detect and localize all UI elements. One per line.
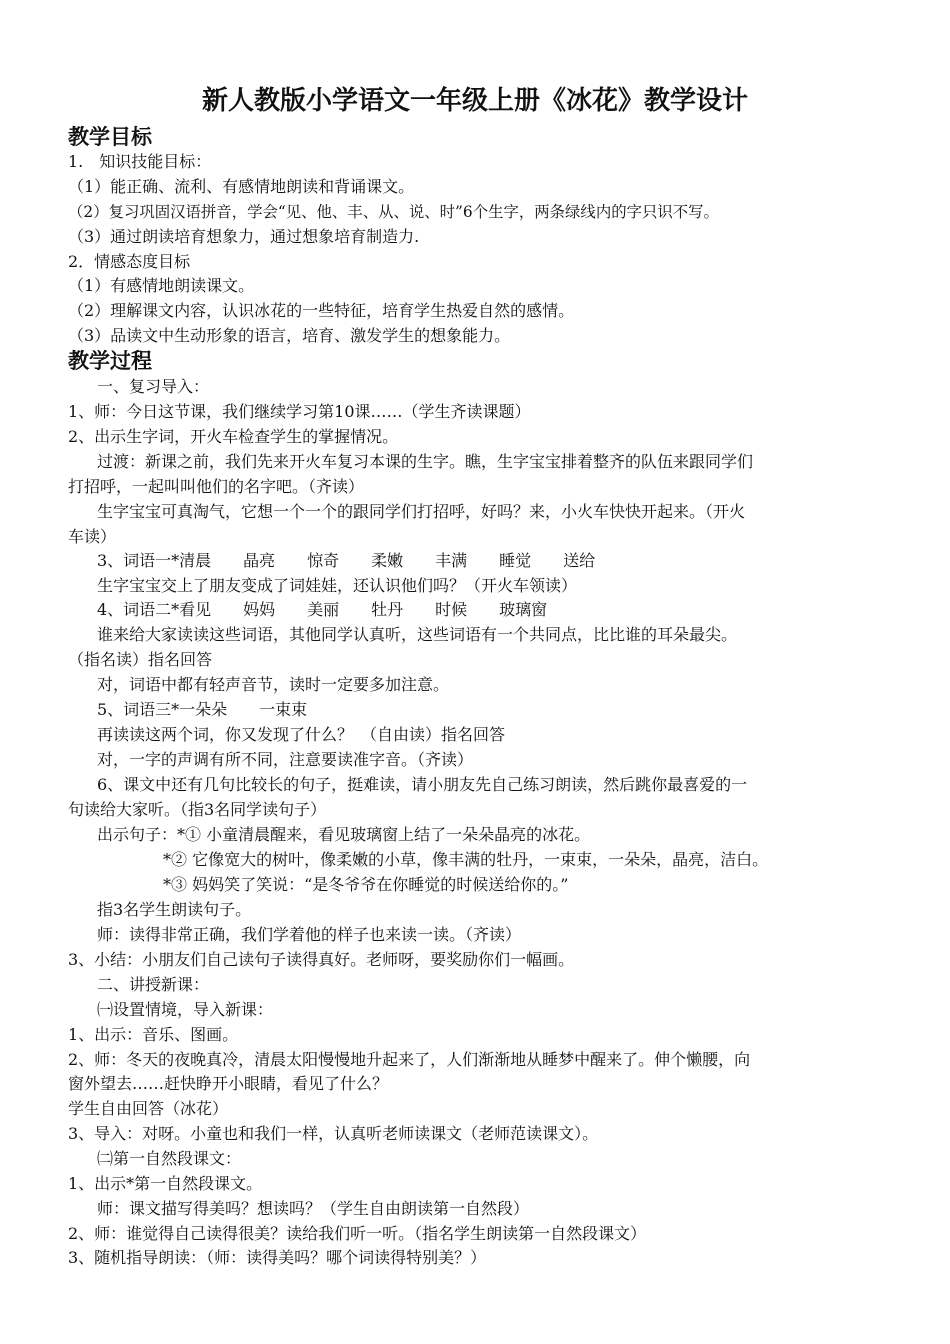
text-line: 1、出示：音乐、图画。	[68, 1025, 239, 1044]
text-line: （3）品读文中生动形象的语言，培育、激发学生的想象能力。	[68, 326, 511, 345]
text-line: （1）能正确、流利、有感情地朗读和背诵课文。	[68, 177, 415, 196]
text-line: 2．情感态度目标	[68, 252, 191, 271]
text-line: 二、讲授新课：	[97, 975, 210, 994]
text-line: 4、词语二*看见 妈妈 美丽 牡丹 时候 玻璃窗	[97, 600, 548, 619]
text-line: （2）复习巩固汉语拼音，学会“见、他、丰、从、说、时”6个生字，两条绿线内的字只识不写。	[68, 203, 719, 221]
text-line: 6、课文中还有几句比较长的句子，挺难读，请小朋友先自己练习朗读，然后跳你最喜爱的一	[97, 775, 748, 794]
text-line: 生字宝宝交上了朋友变成了词娃娃，还认识他们吗？（开火车领读）	[97, 576, 578, 595]
section-heading-process: 教学过程	[68, 349, 152, 373]
text-line: 过渡：新课之前，我们先来开火车复习本课的生字。瞧，生字宝宝排着整齐的队伍来跟同学们	[97, 452, 754, 471]
text-line: 出示句子：*① 小童清晨醒来，看见玻璃窗上结了一朵朵晶亮的冰花。	[97, 825, 591, 844]
text-line: ㈡第一自然段课文：	[97, 1149, 242, 1168]
text-line: 对，词语中都有轻声音节，读时一定要多加注意。	[97, 675, 450, 694]
text-line: 打招呼，一起叫叫他们的名字吧。（齐读）	[68, 477, 365, 496]
text-line: 1、师：今日这节课，我们继续学习第10课……（学生齐读课题）	[68, 402, 531, 421]
text-line: 生字宝宝可真淘气，它想一个一个的跟同学们打招呼，好吗？来，小火车快快开起来。（开火	[97, 502, 746, 521]
text-line: 谁来给大家读读这些词语，其他同学认真听，这些词语有一个共同点，比比谁的耳朵最尖。	[97, 625, 738, 644]
text-line: 3、小结：小朋友们自己读句子读得真好。老师呀，要奖励你们一幅画。	[68, 950, 575, 969]
text-line: 指3名学生朗读句子。	[97, 900, 252, 919]
text-line: 句读给大家听。（指3名同学读句子）	[68, 800, 327, 819]
text-line: 5、词语三*一朵朵 一束束	[97, 700, 308, 719]
text-line: 师：课文描写得美吗？想读吗？（学生自由朗读第一自然段）	[97, 1199, 530, 1218]
text-line: 2、出示生字词，开火车检查学生的掌握情况。	[68, 427, 399, 446]
text-line: 1、出示*第一自然段课文。	[68, 1174, 263, 1193]
text-line: 3、导入：对呀。小童也和我们一样，认真听老师读课文（老师范读课文）。	[68, 1124, 599, 1143]
text-line: 车读）	[68, 527, 117, 546]
document-title: 新人教版小学语文一年级上册《冰花》教学设计	[201, 86, 748, 116]
text-line: 2、师：冬天的夜晚真冷，清晨太阳慢慢地升起来了，人们渐渐地从睡梦中醒来了。伸个懒腰，向	[68, 1050, 751, 1069]
text-line: *③ 妈妈笑了笑说：“是冬爷爷在你睡觉的时候送给你的。”	[163, 875, 569, 894]
text-line: 3、词语一*清晨 晶亮 惊奇 柔嫩 丰满 睡觉 送给	[97, 551, 596, 570]
text-line: 学生自由回答（冰花）	[68, 1099, 229, 1118]
text-line: （指名读）指名回答	[68, 650, 213, 669]
text-line: 再读读这两个词，你又发现了什么？ （自由读）指名回答	[97, 725, 506, 744]
text-line: 一、复习导入：	[97, 377, 210, 396]
section-heading-goals: 教学目标	[68, 125, 152, 149]
text-line: （1）有感情地朗读课文。	[68, 276, 255, 295]
text-line: *② 它像宽大的树叶，像柔嫩的小草，像丰满的牡丹，一束束，一朵朵，晶亮，洁白。	[163, 850, 769, 869]
text-line: ㈠设置情境，导入新课：	[97, 1000, 274, 1019]
text-line: 3、随机指导朗读：（师：读得美吗？哪个词读得特别美？）	[68, 1248, 487, 1267]
text-line: 1. 知识技能目标：	[68, 152, 212, 171]
text-line: （2）理解课文内容，认识冰花的一些特征，培育学生热爱自然的感情。	[68, 301, 575, 320]
text-line: 师：读得非常正确，我们学着他的样子也来读一读。（齐读）	[97, 925, 522, 944]
text-line: 2、师：谁觉得自己读得很美？读给我们听一听。（指名学生朗读第一自然段课文）	[68, 1224, 647, 1243]
text-line: 窗外望去……赶快睁开小眼睛，看见了什么？	[68, 1074, 389, 1093]
text-line: （3）通过朗读培育想象力，通过想象培育制造力.	[68, 227, 420, 246]
text-line: 对，一字的声调有所不同，注意要读准字音。（齐读）	[97, 750, 474, 769]
